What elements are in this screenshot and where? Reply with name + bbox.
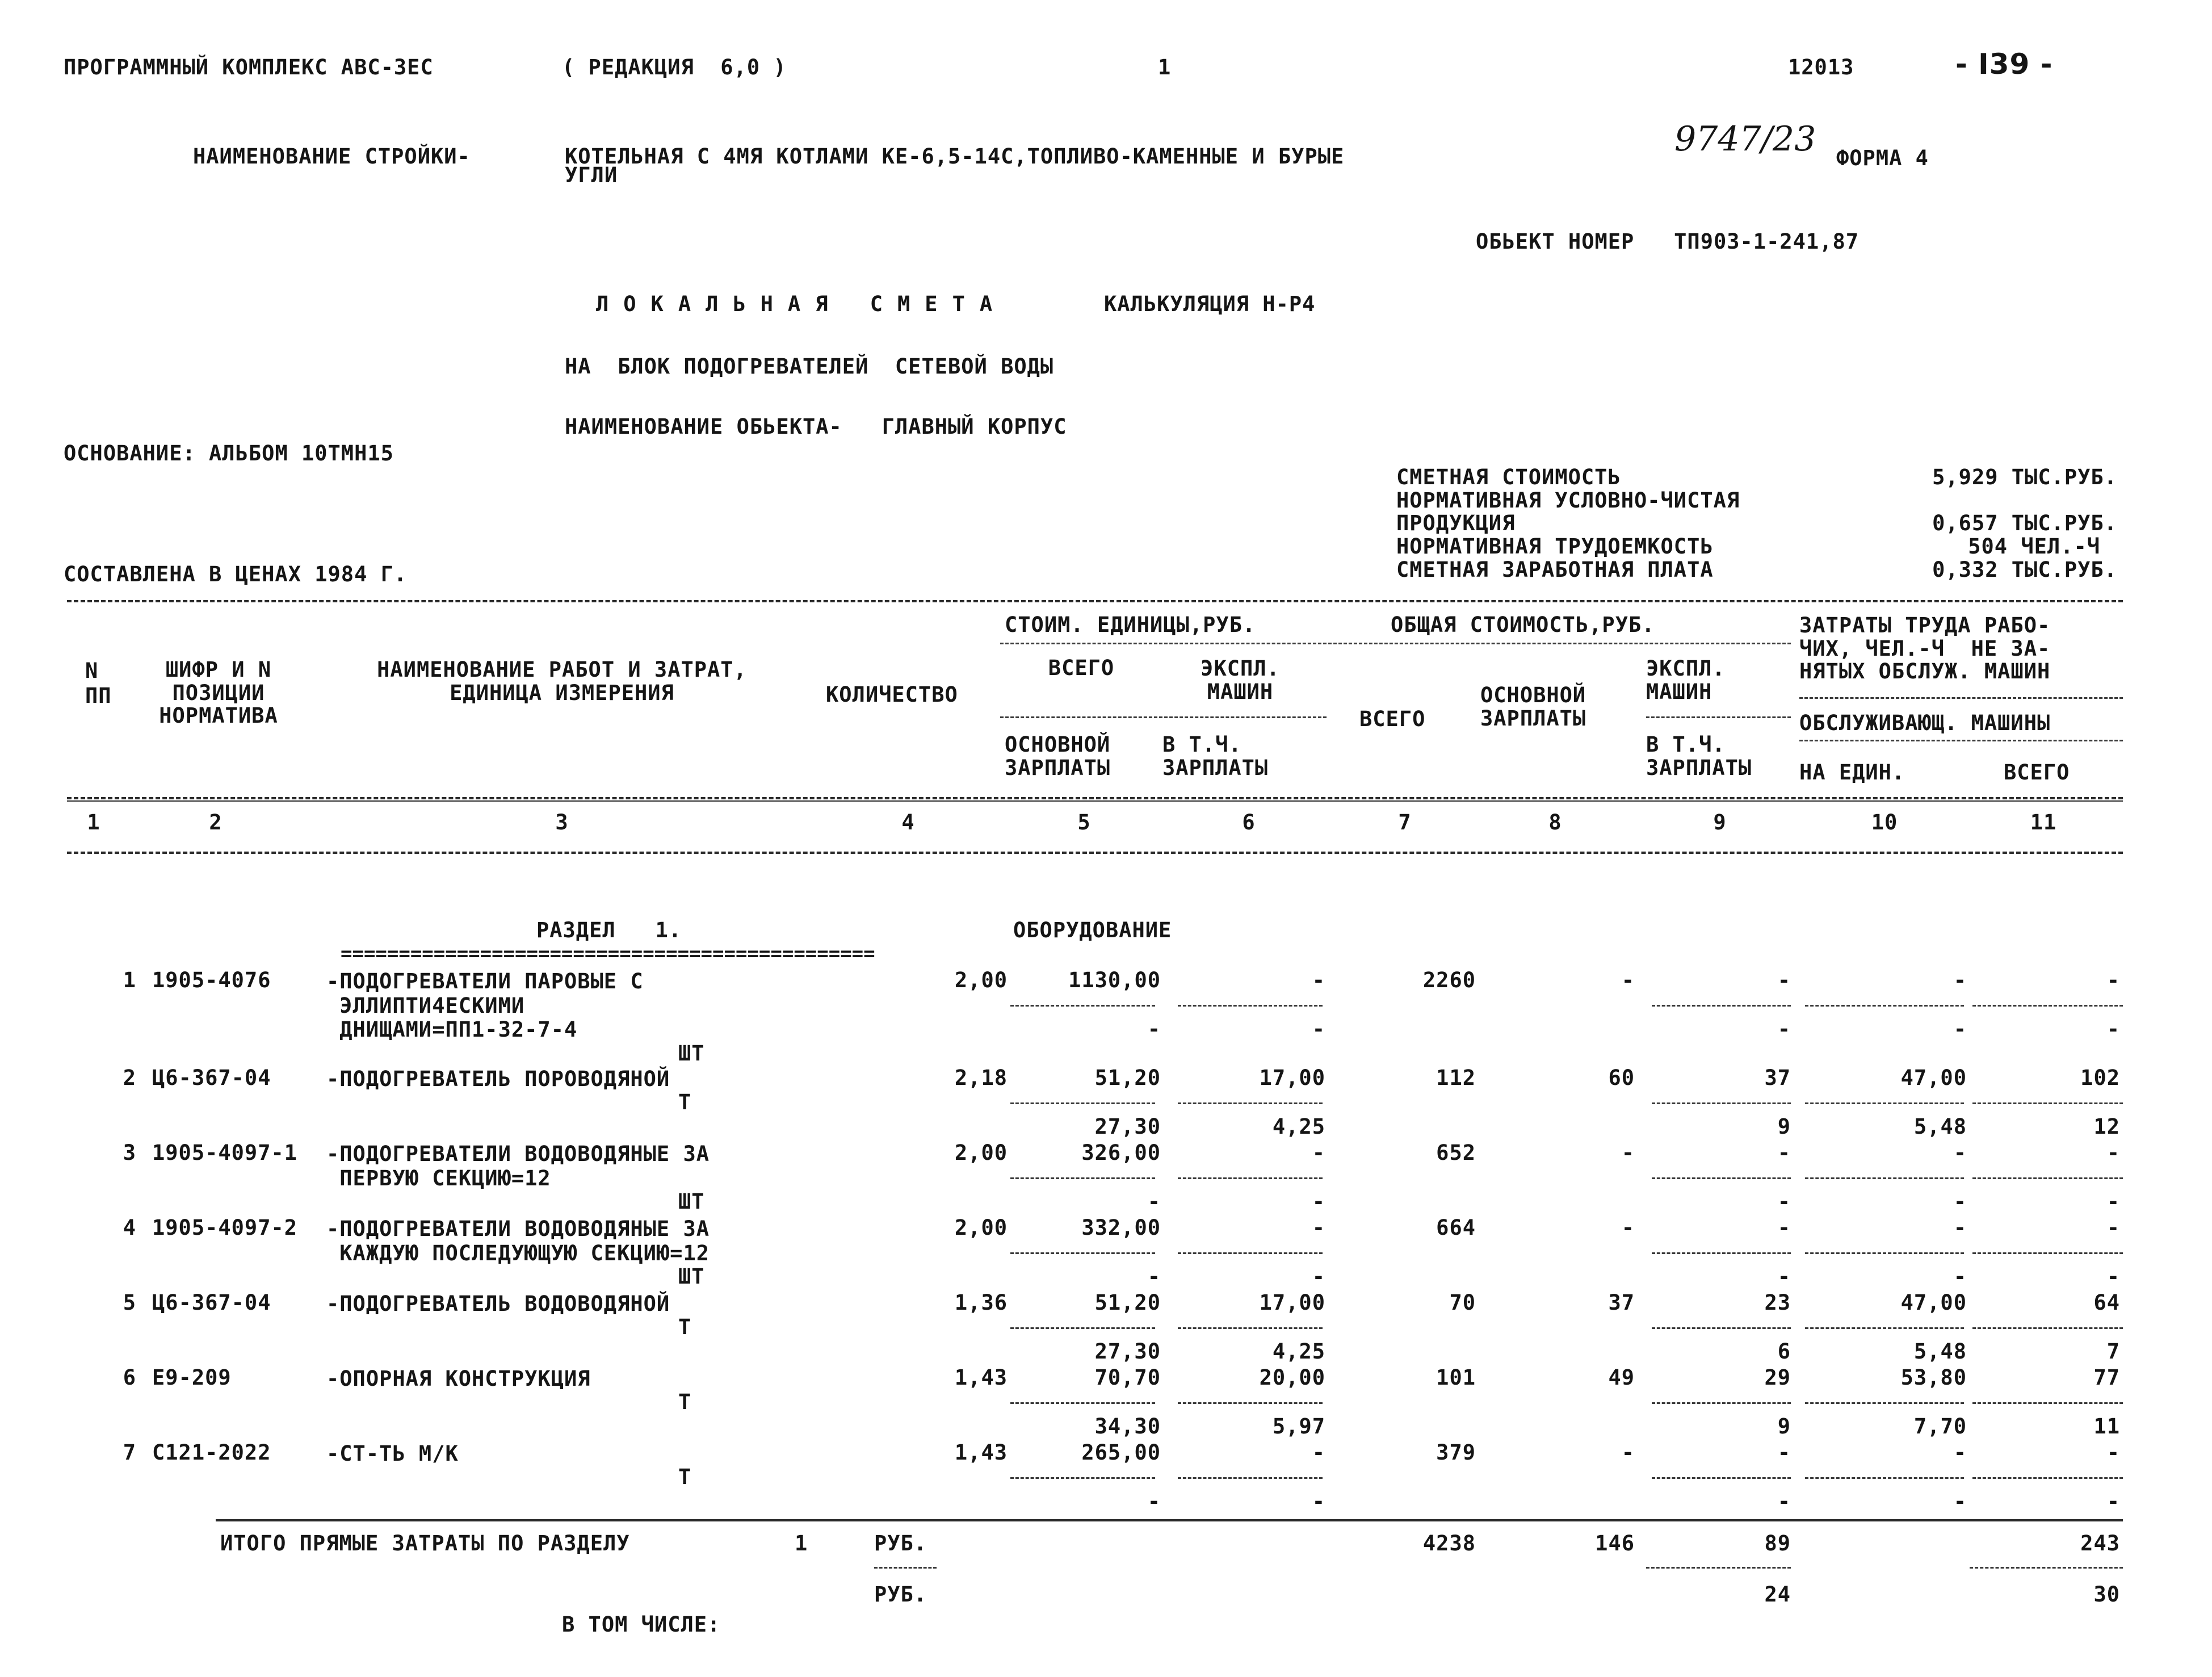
cell-rule <box>1972 1402 2123 1404</box>
row-name: -ПОДОГРЕВАТЕЛИ ВОДОВОДЯНЫЕ ЗА ПЕРВУЮ СЕКЦИЮ=12 <box>326 1142 710 1190</box>
row-unit-base-wage: 27,30 <box>1094 1114 1161 1139</box>
row-name: -СТ-ТЬ М/К <box>326 1441 459 1466</box>
row-unit-machine-wage: - <box>1312 1264 1325 1289</box>
cell-rule <box>1972 1327 2123 1329</box>
estimate-subject: НА БЛОК ПОДОГРЕВАТЕЛЕЙ СЕТЕВОЙ ВОДЫ <box>565 354 1054 379</box>
row-unit: ШТ <box>678 1041 705 1066</box>
row-unit-machines: 17,00 <box>1259 1066 1325 1090</box>
cell-rule <box>1010 1252 1155 1254</box>
totals-service-labor: 30 <box>2093 1582 2120 1607</box>
summary-value: 0,657 ТЫС.РУБ. <box>1932 511 2117 535</box>
row-labor-total: - <box>2106 968 2120 992</box>
row-total-machines: 37 <box>1764 1066 1791 1090</box>
rule <box>67 800 2123 802</box>
summary-label: НОРМАТИВНАЯ ТРУДОЕМКОСТЬ <box>1396 534 1714 559</box>
row-name: -ПОДОГРЕВАТЕЛЬ ПОРОВОДЯНОЙ <box>326 1067 670 1091</box>
row-service-labor-total: 12 <box>2093 1114 2120 1139</box>
summary-label: СМЕТНАЯ ЗАРАБОТНАЯ ПЛАТА <box>1396 557 1714 582</box>
row-unit-machine-wage: 4,25 <box>1272 1114 1325 1139</box>
row-code: 1905-4076 <box>152 968 271 992</box>
row-code: 1905-4097-2 <box>152 1215 298 1240</box>
cell-rule <box>1010 1102 1155 1104</box>
row-unit-cost: 51,20 <box>1094 1290 1161 1315</box>
cell-rule <box>1178 1477 1323 1479</box>
handwritten-number: 9747/23 <box>1674 119 1816 159</box>
cell-rule <box>1010 1005 1155 1007</box>
unit-base-wage-header: ОСНОВНОЙ ЗАРПЛАТЫ <box>1005 732 1111 780</box>
cell-rule <box>1652 1102 1791 1104</box>
cell-rule <box>1652 1005 1791 1007</box>
summary-value: 504 ЧЕЛ.-Ч <box>1968 534 2100 559</box>
cell-rule <box>1652 1252 1791 1254</box>
row-labor-total: 77 <box>2093 1365 2120 1390</box>
row-total-base-wage: - <box>1621 1141 1635 1165</box>
row-unit-machines: - <box>1312 968 1325 992</box>
row-total-base-wage: - <box>1621 968 1635 992</box>
row-service-labor-unit: - <box>1953 1189 1967 1214</box>
row-total-machine-wage: - <box>1777 1189 1791 1214</box>
row-unit-cost: 51,20 <box>1094 1066 1161 1090</box>
row-service-labor-unit: 5,48 <box>1913 1114 1967 1139</box>
col-name-header: НАИМЕНОВАНИЕ РАБОТ И ЗАТРАТ, ЕДИНИЦА ИЗМЕРЕНИЯ <box>377 657 747 705</box>
row-total-cost: 2260 <box>1422 968 1476 992</box>
row-total-cost: 379 <box>1436 1440 1476 1465</box>
row-service-labor-unit: 7,70 <box>1913 1414 1967 1439</box>
cell-rule <box>1805 1252 1964 1254</box>
row-total-machines: - <box>1777 1215 1791 1240</box>
row-labor-total: 64 <box>2093 1290 2120 1315</box>
column-number: 6 <box>1242 810 1256 835</box>
cell-rule <box>1010 1477 1155 1479</box>
cell-rule <box>1652 1402 1791 1404</box>
cell-rule <box>1972 1252 2123 1254</box>
row-labor-unit: 47,00 <box>1900 1290 1967 1315</box>
summary-value: 0,332 ТЫС.РУБ. <box>1932 557 2117 582</box>
row-service-labor-unit: - <box>1953 1017 1967 1041</box>
cell-rule <box>1805 1102 1964 1104</box>
row-unit-machine-wage: - <box>1312 1189 1325 1214</box>
unit-cost-header: СТОИМ. ЕДИНИЦЫ,РУБ. <box>1005 613 1256 637</box>
row-total-machines: - <box>1777 968 1791 992</box>
rule <box>1799 740 2123 741</box>
cell-rule <box>1178 1102 1323 1104</box>
row-name: -ПОДОГРЕВАТЕЛЬ ВОДОВОДЯНОЙ <box>326 1292 670 1316</box>
labor-total-header: ВСЕГО <box>2004 760 2070 785</box>
column-number: 1 <box>87 810 100 835</box>
row-unit-base-wage: - <box>1147 1017 1161 1041</box>
row-total-base-wage: - <box>1621 1440 1635 1465</box>
including-label: В ТОМ ЧИСЛЕ: <box>562 1612 721 1637</box>
column-number: 10 <box>1871 810 1898 835</box>
summary-value: 5,929 ТЫС.РУБ. <box>1932 465 2117 489</box>
cell-rule <box>1178 1177 1323 1179</box>
row-service-labor-total: - <box>2106 1264 2120 1289</box>
totals-base-wage: 146 <box>1595 1531 1635 1556</box>
column-number: 11 <box>2030 810 2057 835</box>
column-number: 7 <box>1398 810 1412 835</box>
cell-rule <box>1805 1477 1964 1479</box>
row-service-labor-total: - <box>2106 1189 2120 1214</box>
totals-machines: 89 <box>1764 1531 1791 1556</box>
totals-unit-2: РУБ. <box>874 1582 927 1607</box>
row-labor-unit: - <box>1953 1440 1967 1465</box>
cell-rule <box>1178 1327 1323 1329</box>
row-unit-cost: 70,70 <box>1094 1365 1161 1390</box>
summary-label: НОРМАТИВНАЯ УСЛОВНО-ЧИСТАЯ <box>1396 488 1740 513</box>
row-unit-cost: 1130,00 <box>1068 968 1161 992</box>
row-unit-machines: - <box>1312 1215 1325 1240</box>
row-number: 2 <box>123 1066 136 1090</box>
rule <box>1328 643 1791 644</box>
project-label: НАИМЕНОВАНИЕ СТРОЙКИ- <box>193 144 471 169</box>
row-labor-total: - <box>2106 1215 2120 1240</box>
row-code: С121-2022 <box>152 1440 271 1465</box>
row-labor-unit: - <box>1953 1215 1967 1240</box>
row-unit: ШТ <box>678 1264 705 1289</box>
row-unit-machines: - <box>1312 1440 1325 1465</box>
basis: ОСНОВАНИЕ: АЛЬБОМ 10ТМН15 <box>64 441 394 466</box>
document-code: 12013 <box>1788 55 1854 79</box>
cell-rule <box>1972 1102 2123 1104</box>
row-code: 1905-4097-1 <box>152 1141 298 1165</box>
row-labor-unit: - <box>1953 968 1967 992</box>
row-total-cost: 101 <box>1436 1365 1476 1390</box>
column-number: 5 <box>1077 810 1091 835</box>
row-unit: Т <box>678 1390 692 1414</box>
row-service-labor-unit: - <box>1953 1489 1967 1514</box>
cell-rule <box>1010 1402 1155 1404</box>
column-number: 9 <box>1713 810 1727 835</box>
row-unit-machines: - <box>1312 1141 1325 1165</box>
row-unit-machines: 20,00 <box>1259 1365 1325 1390</box>
col-quantity-header: КОЛИЧЕСТВО <box>826 682 958 707</box>
object-number: ОБЬЕКТ НОМЕР ТП903-1-241,87 <box>1476 229 1860 254</box>
row-labor-unit: - <box>1953 1141 1967 1165</box>
rule <box>1646 1567 1791 1569</box>
cell-rule <box>1805 1402 1964 1404</box>
row-total-base-wage: 60 <box>1608 1066 1635 1090</box>
row-labor-unit: 47,00 <box>1900 1066 1967 1090</box>
row-quantity: 2,00 <box>954 1215 1008 1240</box>
section-label: РАЗДЕЛ 1. <box>536 918 682 942</box>
row-service-labor-total: 11 <box>2093 1414 2120 1439</box>
rule <box>1970 1567 2123 1569</box>
row-total-base-wage: - <box>1621 1215 1635 1240</box>
col-code-header: ШИФР И N ПОЗИЦИИ НОРМАТИВА <box>159 657 278 728</box>
cell-rule <box>1178 1005 1323 1007</box>
row-service-labor-total: - <box>2106 1017 2120 1041</box>
total-all-header: ВСЕГО <box>1359 707 1426 731</box>
row-unit-base-wage: - <box>1147 1489 1161 1514</box>
cell-rule <box>1805 1327 1964 1329</box>
row-unit-cost: 326,00 <box>1081 1141 1161 1165</box>
program-name: ПРОГРАММНЫЙ КОМПЛЕКС АВС-3ЕС <box>64 55 434 79</box>
column-number: 4 <box>901 810 915 835</box>
section-underline: ============================================== <box>341 942 875 965</box>
unit-total-header: ВСЕГО <box>1048 656 1115 680</box>
row-unit: Т <box>678 1465 692 1489</box>
cell-rule <box>1652 1477 1791 1479</box>
row-number: 3 <box>123 1141 136 1165</box>
totals-unit: РУБ. <box>874 1531 927 1556</box>
totals-direct-cost: 4238 <box>1422 1531 1476 1556</box>
rule <box>1646 716 1791 718</box>
edition: ( РЕДАКЦИЯ 6,0 ) <box>562 55 787 79</box>
calculation-code: КАЛЬКУЛЯЦИЯ Н-Р4 <box>1104 292 1316 316</box>
row-unit-cost: 332,00 <box>1081 1215 1161 1240</box>
row-unit-machine-wage: - <box>1312 1017 1325 1041</box>
row-service-labor-unit: - <box>1953 1264 1967 1289</box>
total-cost-header: ОБЩАЯ СТОИМОСТЬ,РУБ. <box>1391 613 1655 637</box>
project-name-line1: КОТЕЛЬНАЯ С 4МЯ КОТЛАМИ КЕ-6,5-14С,ТОПЛИВО-КАМЕННЫЕ И БУРЫЕ <box>565 144 1345 169</box>
unit-machine-wage-header: В Т.Ч. ЗАРПЛАТЫ <box>1162 732 1269 780</box>
row-code: Ц6-367-04 <box>152 1290 271 1315</box>
row-quantity: 1,43 <box>954 1440 1008 1465</box>
sheet-number: 1 <box>1158 55 1172 79</box>
row-name: -ОПОРНАЯ КОНСТРУКЦИЯ <box>326 1366 591 1391</box>
row-quantity: 2,18 <box>954 1066 1008 1090</box>
column-number: 3 <box>555 810 569 835</box>
row-unit: Т <box>678 1315 692 1339</box>
row-number: 1 <box>123 968 136 992</box>
row-unit-base-wage: - <box>1147 1189 1161 1214</box>
row-quantity: 2,00 <box>954 968 1008 992</box>
totals-label: ИТОГО ПРЯМЫЕ ЗАТРАТЫ ПО РАЗДЕЛУ <box>220 1531 630 1556</box>
row-code: Е9-209 <box>152 1365 232 1390</box>
row-total-cost: 652 <box>1436 1141 1476 1165</box>
header-top-rule <box>67 600 2123 602</box>
cell-rule <box>1805 1177 1964 1179</box>
column-number: 2 <box>209 810 223 835</box>
row-total-cost: 112 <box>1436 1066 1476 1090</box>
cell-rule <box>1010 1327 1155 1329</box>
totals-labor: 243 <box>2080 1531 2120 1556</box>
unit-machines-header: ЭКСПЛ. МАШИН <box>1201 656 1280 704</box>
row-quantity: 1,36 <box>954 1290 1008 1315</box>
cell-rule <box>1652 1327 1791 1329</box>
totals-machine-wage: 24 <box>1764 1582 1791 1607</box>
row-quantity: 2,00 <box>954 1141 1008 1165</box>
rule <box>874 1567 937 1569</box>
summary-label: СМЕТНАЯ СТОИМОСТЬ <box>1396 465 1621 489</box>
col-number-header: N ПП <box>85 659 112 708</box>
row-labor-total: 102 <box>2080 1066 2120 1090</box>
project-name-line2: УГЛИ <box>565 163 618 187</box>
row-unit-base-wage: 27,30 <box>1094 1339 1161 1364</box>
rule <box>1000 716 1327 718</box>
rule <box>1000 643 1327 644</box>
row-total-cost: 664 <box>1436 1215 1476 1240</box>
row-labor-total: - <box>2106 1440 2120 1465</box>
row-service-labor-total: - <box>2106 1489 2120 1514</box>
cell-rule <box>1010 1177 1155 1179</box>
row-number: 5 <box>123 1290 136 1315</box>
row-total-machine-wage: 6 <box>1777 1339 1791 1364</box>
labor-service-header: ОБСЛУЖИВАЮЩ. МАШИНЫ <box>1799 711 2051 735</box>
row-unit-machine-wage: 4,25 <box>1272 1339 1325 1364</box>
cell-rule <box>1805 1005 1964 1007</box>
row-total-machines: - <box>1777 1141 1791 1165</box>
row-number: 6 <box>123 1365 136 1390</box>
row-unit-machine-wage: 5,97 <box>1272 1414 1325 1439</box>
column-number: 8 <box>1548 810 1562 835</box>
cell-rule <box>1178 1402 1323 1404</box>
cell-rule <box>1652 1177 1791 1179</box>
cell-rule <box>1972 1005 2123 1007</box>
row-total-machine-wage: - <box>1777 1264 1791 1289</box>
row-labor-total: - <box>2106 1141 2120 1165</box>
cell-rule <box>1972 1477 2123 1479</box>
row-total-base-wage: 49 <box>1608 1365 1635 1390</box>
header-mid-rule <box>67 797 2123 799</box>
row-unit-base-wage: 34,30 <box>1094 1414 1161 1439</box>
row-service-labor-total: 7 <box>2106 1339 2120 1364</box>
labor-header: ЗАТРАТЫ ТРУДА РАБО- ЧИХ, ЧЕЛ.-Ч НЕ ЗА- НЯТЫХ ОБСЛУЖ. МАШИН <box>1799 613 2051 684</box>
row-unit-cost: 265,00 <box>1081 1440 1161 1465</box>
row-unit-machines: 17,00 <box>1259 1290 1325 1315</box>
totals-section-number: 1 <box>795 1531 808 1556</box>
cell-rule <box>1972 1177 2123 1179</box>
price-level: СОСТАВЛЕНА В ЦЕНАХ 1984 Г. <box>64 562 408 586</box>
row-total-machine-wage: 9 <box>1777 1114 1791 1139</box>
row-code: Ц6-367-04 <box>152 1066 271 1090</box>
rule <box>1799 697 2123 699</box>
total-base-wage-header: ОСНОВНОЙ ЗАРПЛАТЫ <box>1480 683 1586 731</box>
labor-unit-header: НА ЕДИН. <box>1799 760 1905 785</box>
row-total-base-wage: 37 <box>1608 1290 1635 1315</box>
row-total-machines: 23 <box>1764 1290 1791 1315</box>
row-total-machines: - <box>1777 1440 1791 1465</box>
row-unit: Т <box>678 1090 692 1114</box>
row-total-machine-wage: - <box>1777 1489 1791 1514</box>
header-bottom-rule <box>67 852 2123 854</box>
row-total-machine-wage: - <box>1777 1017 1791 1041</box>
section-name: ОБОРУДОВАНИЕ <box>1013 918 1172 942</box>
totals-rule <box>216 1519 2123 1521</box>
row-unit-machine-wage: - <box>1312 1489 1325 1514</box>
cell-rule <box>1178 1252 1323 1254</box>
row-total-cost: 70 <box>1449 1290 1476 1315</box>
document-title: ЛОКАЛЬНАЯ СМЕТА <box>596 292 1008 316</box>
form-label: ФОРМА 4 <box>1836 146 1929 170</box>
row-name: -ПОДОГРЕВАТЕЛИ ПАРОВЫЕ С ЭЛЛИПТИ4ЕСКИМИ ДНИЩАМИ=ПП1-32-7-4 <box>326 969 644 1042</box>
row-number: 4 <box>123 1215 136 1240</box>
page-number: - I39 - <box>1955 48 2053 81</box>
row-name: -ПОДОГРЕВАТЕЛИ ВОДОВОДЯНЫЕ ЗА КАЖДУЮ ПОСЛЕДУЮЩУЮ СЕКЦИЮ=12 <box>326 1217 710 1265</box>
row-labor-unit: 53,80 <box>1900 1365 1967 1390</box>
object-name: НАИМЕНОВАНИЕ ОБЬЕКТА- ГЛАВНЫЙ КОРПУС <box>565 414 1067 439</box>
row-number: 7 <box>123 1440 136 1465</box>
row-unit-base-wage: - <box>1147 1264 1161 1289</box>
row-service-labor-unit: 5,48 <box>1913 1339 1967 1364</box>
row-quantity: 1,43 <box>954 1365 1008 1390</box>
row-total-machine-wage: 9 <box>1777 1414 1791 1439</box>
total-machine-wage-header: В Т.Ч. ЗАРПЛАТЫ <box>1646 732 1752 780</box>
total-machines-header: ЭКСПЛ. МАШИН <box>1646 656 1726 704</box>
row-total-machines: 29 <box>1764 1365 1791 1390</box>
summary-label: ПРОДУКЦИЯ <box>1396 511 1516 535</box>
row-unit: ШТ <box>678 1189 705 1214</box>
